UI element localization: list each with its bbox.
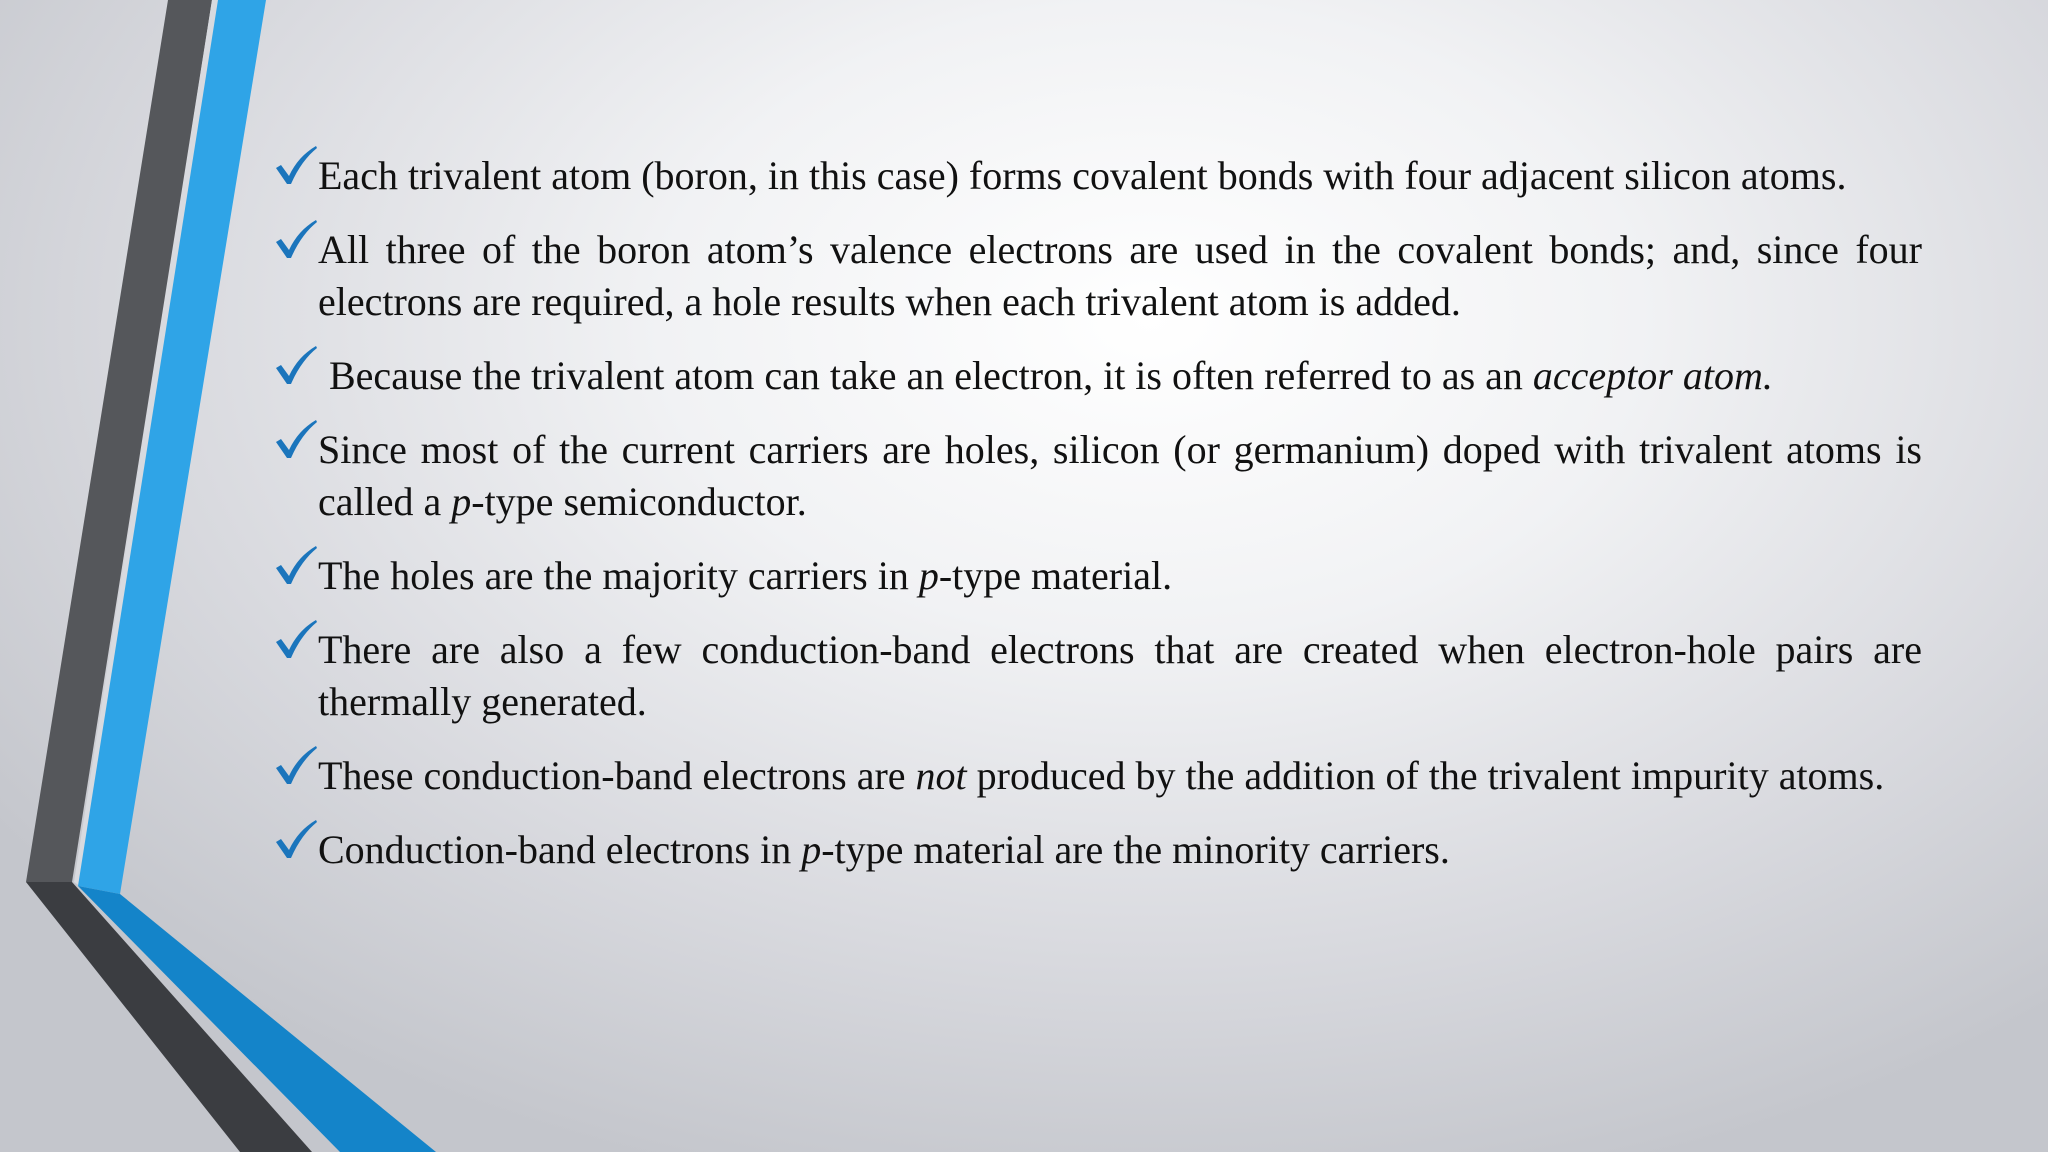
- bullet-item: [270, 750, 1922, 802]
- bullet-item: [270, 550, 1922, 602]
- bullet-emphasis: p: [451, 479, 472, 524]
- checkmark-icon: [274, 218, 318, 262]
- checkmark-icon: [274, 618, 318, 662]
- bullet-text-part: The holes are the majority carriers in: [318, 553, 919, 598]
- bullet-emphasis: not: [915, 753, 967, 798]
- bullet-text-part: There are also a few conduction-band electrons that are created when electron-hole pairs are thermally generated.: [318, 627, 1922, 724]
- bullet-item: [270, 824, 1922, 876]
- bullet-item: [270, 224, 1922, 328]
- bullet-text-part: -type semiconductor.: [471, 479, 807, 524]
- bullet-text: [318, 627, 1922, 724]
- bullet-item: [270, 624, 1922, 728]
- bullet-text-part: -type material.: [938, 553, 1173, 598]
- bullet-text: [318, 153, 1846, 198]
- bullet-item: [270, 150, 1922, 202]
- bullet-list: [270, 150, 1922, 898]
- bullet-text-part: All three of the boron atom’s valence electrons are used in the covalent bonds; and, since four electrons are required, a hole results when each trivalent atom is added.: [318, 227, 1922, 324]
- checkmark-icon: [274, 144, 318, 188]
- checkmark-icon: [274, 418, 318, 462]
- bullet-text-part: Each trivalent atom (boron, in this case) forms covalent bonds with four adjacent silicon atoms.: [318, 153, 1847, 198]
- bullet-emphasis: acceptor atom.: [1532, 353, 1773, 398]
- bullet-emphasis: p: [918, 553, 939, 598]
- bullet-text: [318, 427, 1922, 524]
- bullet-text: [318, 227, 1922, 324]
- checkmark-icon: [274, 744, 318, 788]
- bullet-text-part: -type material are the minority carriers.: [821, 827, 1450, 872]
- bullet-text: [318, 353, 1773, 398]
- bullet-text-part: Since most of the current carriers are holes, silicon (or germanium) doped with trivalent atoms is called a: [318, 427, 1922, 524]
- bullet-text-part: Because the trivalent atom can take an electron, it is often referred to as an: [329, 353, 1533, 398]
- bullet-emphasis: p: [801, 827, 822, 872]
- bullet-text: [318, 753, 1884, 798]
- light-stripe: [74, 0, 218, 886]
- checkmark-icon: [274, 818, 318, 862]
- checkmark-icon: [274, 344, 318, 388]
- bullet-text: [318, 553, 1172, 598]
- bullet-text-part: produced by the addition of the trivalent impurity atoms.: [966, 753, 1885, 798]
- bullet-text-part: Conduction-band electrons in: [318, 827, 802, 872]
- bullet-item: [270, 424, 1922, 528]
- checkmark-icon: [274, 544, 318, 588]
- bullet-text-part: These conduction-band electrons are: [318, 753, 916, 798]
- bullet-item: [270, 350, 1922, 402]
- bullet-text: [318, 827, 1450, 872]
